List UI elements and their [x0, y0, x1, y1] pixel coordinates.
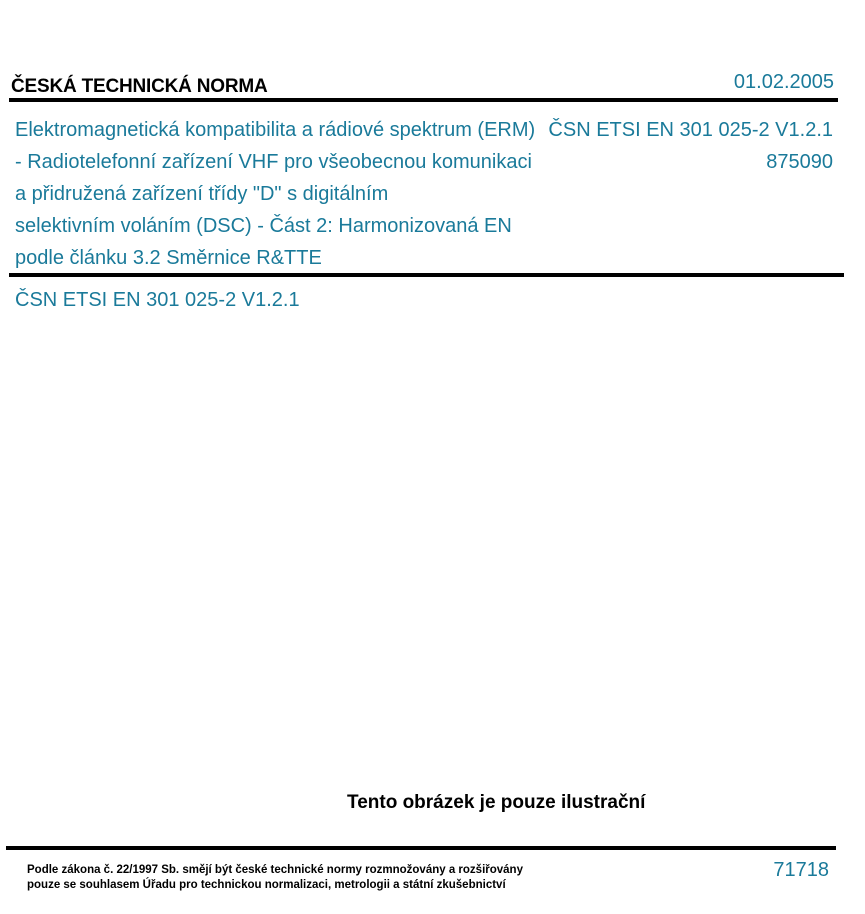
standard-title	[15, 114, 575, 274]
legal-line: Podle zákona č. 22/1997 Sb. smějí být české technické normy rozmnožovány a rozšiřovány	[27, 864, 523, 876]
title-line: - Radiotelefonní zařízení VHF pro všeobecnou komunikaci	[15, 151, 532, 173]
legal-line: pouze se souhlasem Úřadu pro technickou normalizaci, metrologii a státní zkušebnictví	[27, 879, 506, 891]
illustration-note: Tento obrázek je pouze ilustrační	[347, 792, 646, 813]
legal-notice	[27, 863, 523, 893]
top-divider	[9, 98, 838, 102]
middle-divider	[9, 273, 844, 277]
publication-date: 01.02.2005	[733, 71, 834, 93]
title-line: Elektromagnetická kompatibilita a rádiové spektrum (ERM)	[15, 119, 536, 141]
title-line: a přidružená zařízení třídy "D" s digitálním	[15, 183, 389, 205]
title-line: podle článku 3.2 Směrnice R&TTE	[15, 247, 322, 269]
title-line: selektivním voláním (DSC) - Část 2: Harmonizovaná EN	[15, 215, 512, 237]
norm-label: ČESKÁ TECHNICKÁ NORMA	[11, 76, 268, 97]
price-code: 71718	[773, 859, 829, 881]
bottom-divider	[6, 846, 836, 850]
standard-code-repeat: ČSN ETSI EN 301 025-2 V1.2.1	[15, 289, 300, 311]
standard-code: ČSN ETSI EN 301 025-2 V1.2.1	[548, 119, 833, 141]
catalog-number: 875090	[766, 151, 833, 173]
